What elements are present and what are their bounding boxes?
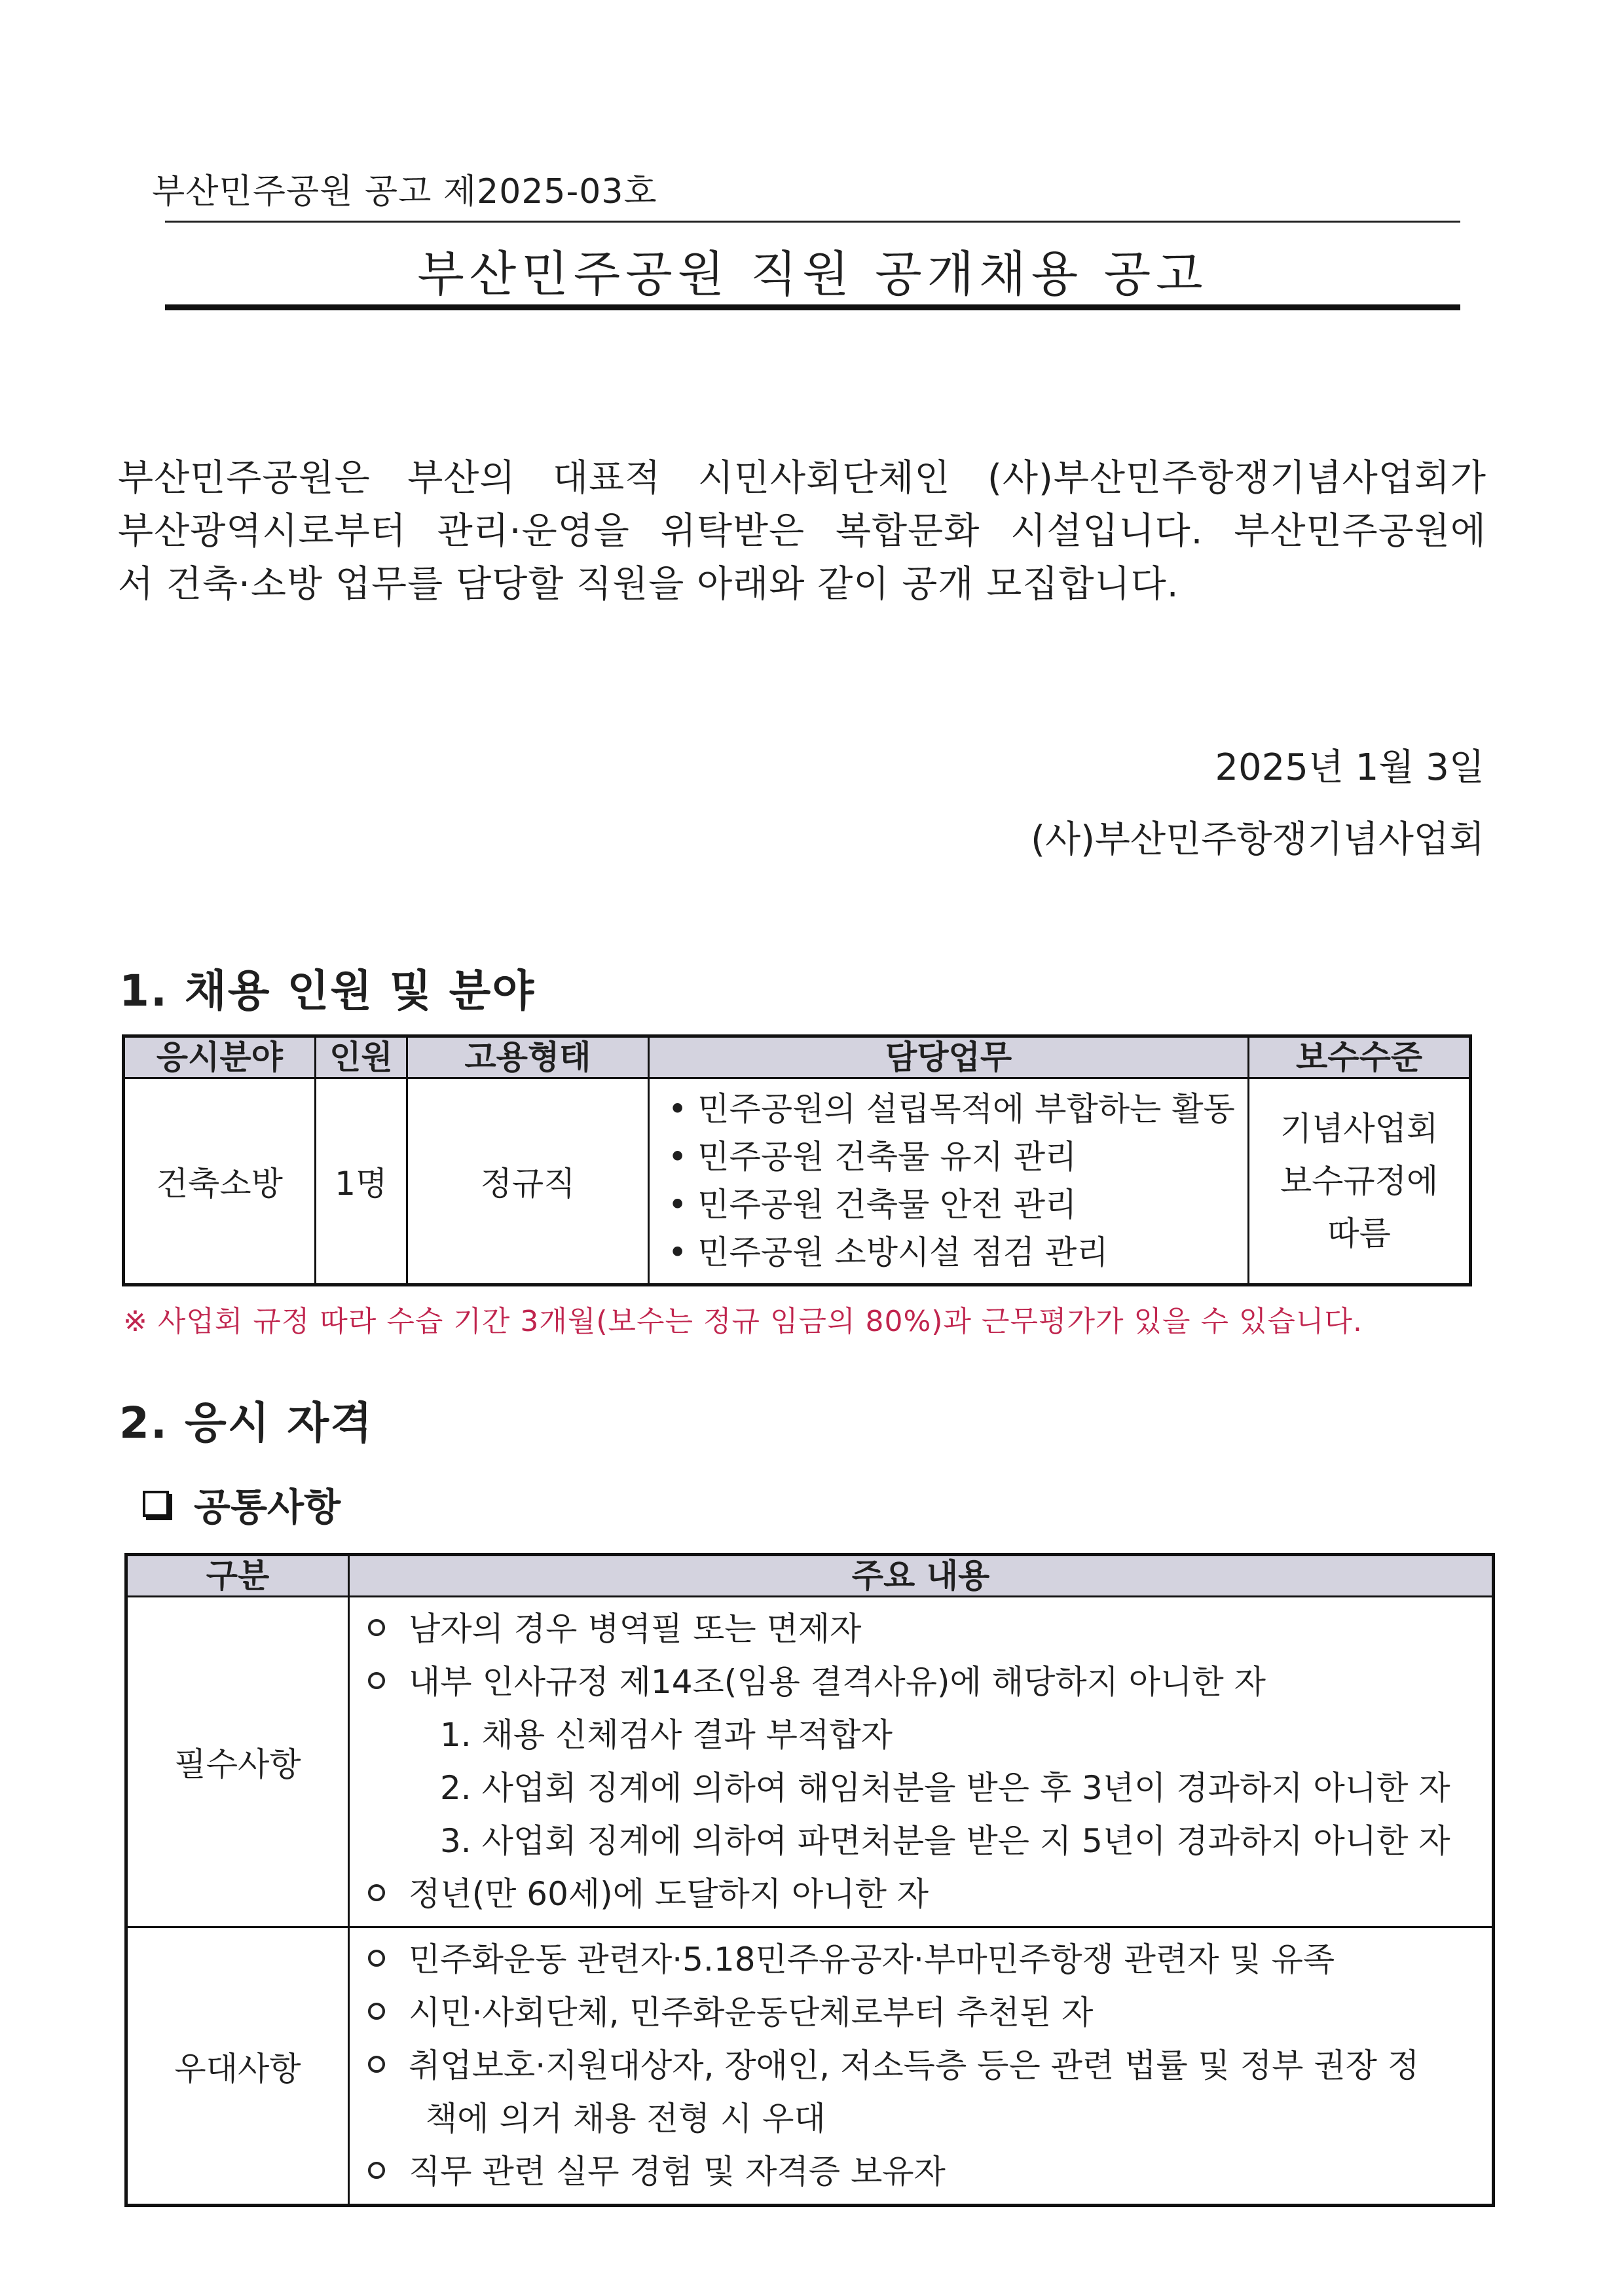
intro-paragraph xyxy=(118,452,1486,611)
list-item: 직무 관련 실무 경험 및 자격증 보유자 xyxy=(368,2145,1492,2198)
duty-item: • 민주공원 소방시설 점검 관리 xyxy=(667,1233,1109,1271)
issuing-organization: (사)부산민주항쟁기념사업회 xyxy=(1031,818,1485,861)
qualification-table xyxy=(124,1553,1495,2207)
duty-item: • 민주공원의 설립목적에 부합하는 활동 xyxy=(667,1090,1235,1128)
cell-employment-type: 정규직 xyxy=(407,1078,649,1285)
intro-line-1: 부산민주공원은 부산의 대표적 시민사회단체인 (사)부산민주항쟁기념사업회가 xyxy=(118,457,1486,500)
intro-line-2: 부산광역시로부터 관리·운영을 위탁받은 복합문화 시설입니다. 부산민주공원에 xyxy=(118,510,1486,553)
document-title: 부산민주공원 직원 공개채용 공고 xyxy=(417,246,1208,302)
circle-bullet-icon xyxy=(368,1672,385,1689)
pay-line: 보수규정에 xyxy=(1280,1162,1439,1200)
table-row xyxy=(126,1597,1494,1927)
table-row xyxy=(124,1078,1471,1285)
probation-note: ※ 사업회 규정 따라 수습 기간 3개월(보수는 정규 임금의 80%)과 근무평가가 있을 수 있습니다. xyxy=(123,1305,1363,1338)
sub-list-item: 1. 채용 신체검사 결과 부적합자 xyxy=(440,1716,893,1754)
circle-bullet-icon xyxy=(368,1884,385,1901)
section-heading-qualifications: 2. 응시 자격 xyxy=(119,1398,373,1448)
cell-pay xyxy=(1249,1078,1471,1285)
circle-bullet-icon xyxy=(368,2056,385,2073)
pay-line: 기념사업회 xyxy=(1280,1110,1439,1148)
circle-bullet-icon xyxy=(368,2003,385,2020)
table-row xyxy=(126,1927,1494,2206)
qualification-table-header xyxy=(126,1555,1494,1597)
sub-list-item: 2. 사업회 징계에 의하여 해임처분을 받은 후 3년이 경과하지 아니한 자 xyxy=(440,1769,1450,1807)
checkbox-square-icon xyxy=(143,1491,169,1517)
duty-item: • 민주공원 건축물 안전 관리 xyxy=(667,1186,1077,1224)
list-item: 정년(만 60세)에 도달하지 아니한 자 xyxy=(368,1868,1492,1921)
header-main-content: 주요 내용 xyxy=(349,1555,1494,1597)
header-category: 구분 xyxy=(126,1555,349,1597)
header-rule-thin xyxy=(165,221,1460,223)
recruitment-table-header xyxy=(124,1036,1471,1078)
cell-field: 건축소방 xyxy=(124,1078,316,1285)
list-item: 남자의 경우 병역필 또는 면제자 xyxy=(368,1603,1492,1656)
header-rule-thick xyxy=(165,304,1460,310)
section-heading-recruitment: 1. 채용 인원 및 분야 xyxy=(119,966,536,1016)
cell-duties xyxy=(648,1078,1248,1285)
cell-preferred-items xyxy=(349,1927,1494,2206)
intro-line-3: 서 건축·소방 업무를 담당할 직원을 아래와 같이 공개 모집합니다. xyxy=(118,563,1179,606)
header-headcount: 인원 xyxy=(315,1036,407,1078)
circle-bullet-icon xyxy=(368,1619,385,1636)
list-item-continuation: 책에 의거 채용 전형 시 우대 xyxy=(426,2100,826,2138)
header-pay: 보수수준 xyxy=(1249,1036,1471,1078)
notice-number: 부산민주공원 공고 제2025-03호 xyxy=(152,172,657,211)
subsection-common xyxy=(143,1476,341,1531)
pay-line: 따름 xyxy=(1327,1214,1391,1252)
list-item: 취업보호·지원대상자, 장애인, 저소득층 등은 관련 법률 및 정부 권장 정 xyxy=(368,2039,1492,2092)
cell-required-items xyxy=(349,1597,1494,1927)
cell-headcount: 1명 xyxy=(315,1078,407,1285)
cell-required-label: 필수사항 xyxy=(126,1597,349,1927)
subsection-title: 공통사항 xyxy=(194,1485,341,1529)
header-employment-type: 고용형태 xyxy=(407,1036,649,1078)
circle-bullet-icon xyxy=(368,2162,385,2179)
list-item: 민주화운동 관련자·5.18민주유공자·부마민주항쟁 관련자 및 유족 xyxy=(368,1933,1492,1986)
duty-item: • 민주공원 건축물 유지 관리 xyxy=(667,1138,1077,1176)
header-duties: 담당업무 xyxy=(648,1036,1248,1078)
list-item: 내부 인사규정 제14조(임용 결격사유)에 해당하지 아니한 자 xyxy=(368,1656,1492,1709)
cell-preferred-label: 우대사항 xyxy=(126,1927,349,2206)
sub-list-item: 3. 사업회 징계에 의하여 파면처분을 받은 지 5년이 경과하지 아니한 자 xyxy=(440,1822,1450,1860)
notice-date: 2025년 1월 3일 xyxy=(1215,746,1485,789)
list-item: 시민·사회단체, 민주화운동단체로부터 추천된 자 xyxy=(368,1986,1492,2039)
recruitment-table xyxy=(122,1034,1472,1286)
header-field: 응시분야 xyxy=(124,1036,316,1078)
circle-bullet-icon xyxy=(368,1950,385,1967)
